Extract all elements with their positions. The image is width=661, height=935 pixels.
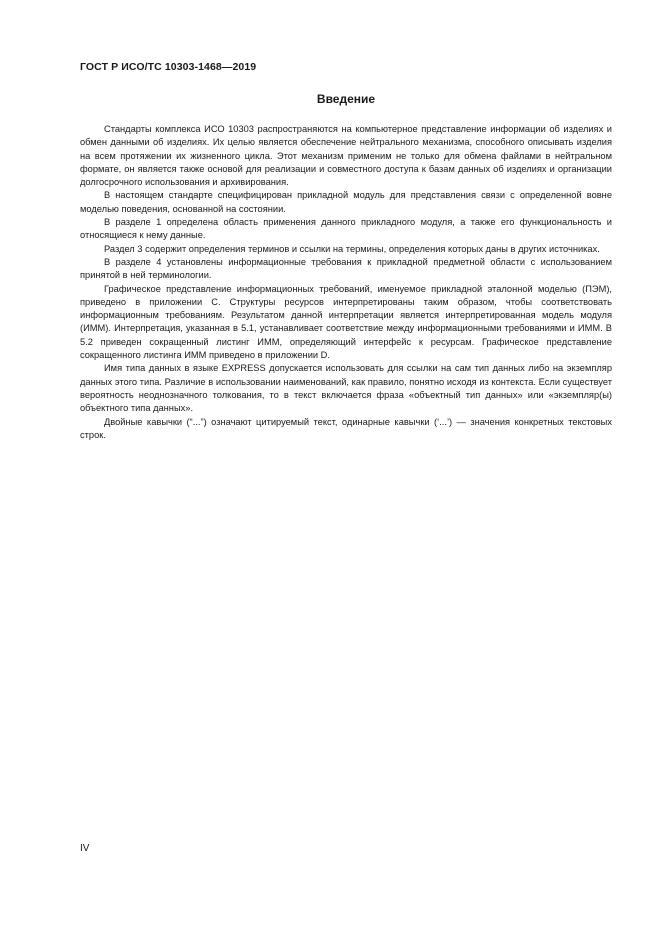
paragraph-section-1: В разделе 1 определена область применения данного прикладного модуля, а также его функциональность и относящиеся к нему данные. xyxy=(80,217,612,241)
paragraph-express-naming: Имя типа данных в языке EXPRESS допускается использовать для ссылки на сам тип данных либо на экземпляр данных этого типа. Различие в использовании наименований, как правило, понятно исходя из контекста. Если существует вероятность неоднозначного толкования, то в текст включается фраза «объектный тип данных» или «экземпляр(ы) объектного типа данных». xyxy=(80,363,612,414)
paragraph-section-3: Раздел 3 содержит определения терминов и ссылки на термины, определения которых даны в других источниках. xyxy=(104,243,600,254)
body-text xyxy=(80,123,612,442)
section-title: Введение xyxy=(316,92,376,106)
document-header: ГОСТ Р ИСО/ТС 10303-1468—2019 xyxy=(80,61,257,73)
paragraph-module-specification: В настоящем стандарте специфицирован прикладной модуль для представления связи с определенной вовне моделью поведения, основанной на состоянии. xyxy=(80,190,612,214)
paragraph-scope-of-standards: Стандарты комплекса ИСО 10303 распространяются на компьютерное представление информации об изделиях и обмен данными об изделиях. Их целью является обеспечение нейтрального механизма, способного описывать изделия на всем протяжении их жизненного цикла. Этот механизм применим не только для обмена файлами в нейтральном формате, он является также основой для реализации и совместного доступа к базам данных об изделиях и организации долгосрочного использования и архивирования. xyxy=(80,124,612,188)
paragraph-section-4: В разделе 4 установлены информационные требования к прикладной предметной области с использованием принятой в ней терминологии. xyxy=(80,256,612,281)
paragraph-arm-mim: Графическое представление информационных требований, именуемое прикладной эталонной моделью (ПЭМ), приведено в приложении С. Структуры ресурсов интерпретированы таким образом, чтобы соответствовать информационным требованиям. Результатом данной интерпретации является интерпретированная модель модуля (ИММ). Интерпретация, указанная в 5.1, устанавливает соответствие между информационными требованиями и ИММ. В 5.2 приведен сокращенный листинг ИММ, определяющий интерфейс к ресурсам. Графическое представление сокращенного листинга ИММ приведено в приложении D. xyxy=(80,283,612,361)
paragraph-quotes: Двойные кавычки (“...”) означают цитируемый текст, одинарные кавычки (‘...’) — значения конкретных текстовых строк. xyxy=(80,416,612,440)
page-number: IV xyxy=(80,843,90,854)
